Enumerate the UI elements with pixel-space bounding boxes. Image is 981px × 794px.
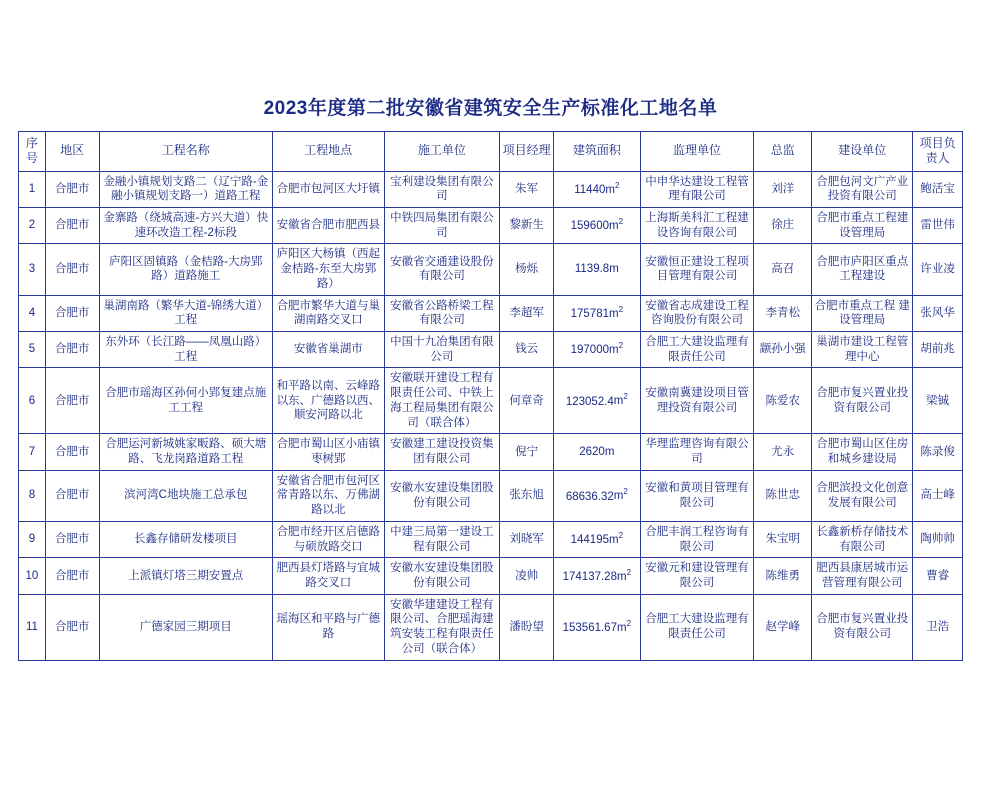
cell-chief-supervisor: 颛孙小强 bbox=[754, 331, 812, 367]
cell-building-area: 1139.8m bbox=[553, 244, 640, 295]
table-container bbox=[0, 131, 981, 661]
header-construction-unit: 施工单位 bbox=[384, 131, 500, 171]
cell-supervision-unit: 安徽恒正建设工程项目管理有限公司 bbox=[640, 244, 754, 295]
cell-developer-unit: 巢湖市建设工程管理中心 bbox=[812, 331, 913, 367]
cell-project-location: 安徽省巢湖市 bbox=[273, 331, 385, 367]
cell-project-location: 合肥市包河区大圩镇 bbox=[273, 171, 385, 207]
table-header bbox=[19, 131, 963, 171]
cell-responsible-person: 鲍活宝 bbox=[913, 171, 963, 207]
table-row bbox=[19, 331, 963, 367]
cell-index: 2 bbox=[19, 207, 46, 243]
area-unit: $m^2$ bbox=[613, 392, 628, 408]
area-unit: $m^2$ bbox=[605, 180, 620, 196]
cell-responsible-person: 高士峰 bbox=[913, 470, 963, 521]
cell-project-name: 金融小镇规划支路二（辽宁路-金融小镇规划支路一）道路工程 bbox=[99, 171, 273, 207]
table-row bbox=[19, 171, 963, 207]
cell-chief-supervisor: 朱宝明 bbox=[754, 521, 812, 557]
cell-region: 合肥市 bbox=[45, 244, 99, 295]
cell-construction-unit: 中建三局第一建设工程有限公司 bbox=[384, 521, 500, 557]
cell-project-location: 瑶海区和平路与广德路 bbox=[273, 594, 385, 660]
cell-responsible-person: 梁铖 bbox=[913, 368, 963, 434]
cell-project-name: 合肥运河新城姚家畈路、硕大塘路、飞龙岗路道路工程 bbox=[99, 434, 273, 470]
cell-building-area: $144195m^2$ bbox=[553, 521, 640, 557]
cell-chief-supervisor: 陈维勇 bbox=[754, 558, 812, 594]
cell-construction-unit: 中铁四局集团有限公司 bbox=[384, 207, 500, 243]
cell-project-name: 合肥市瑶海区孙何小郢复建点施工工程 bbox=[99, 368, 273, 434]
table-body bbox=[19, 171, 963, 660]
cell-construction-unit: 中国十九冶集团有限公司 bbox=[384, 331, 500, 367]
header-project-manager: 项目经理 bbox=[500, 131, 554, 171]
cell-chief-supervisor: 赵学峰 bbox=[754, 594, 812, 660]
cell-developer-unit: 合肥市复兴置业投资有限公司 bbox=[812, 368, 913, 434]
cell-project-name: 上派镇灯塔三期安置点 bbox=[99, 558, 273, 594]
cell-developer-unit: 长鑫新桥存储技术有限公司 bbox=[812, 521, 913, 557]
cell-responsible-person: 陶帅帅 bbox=[913, 521, 963, 557]
cell-supervision-unit: 安徽元和建设管理有限公司 bbox=[640, 558, 754, 594]
header-project-name: 工程名称 bbox=[99, 131, 273, 171]
header-supervision-unit: 监理单位 bbox=[640, 131, 754, 171]
cell-project-location: 合肥市繁华大道与巢湖南路交叉口 bbox=[273, 295, 385, 331]
cell-construction-unit: 安徽水安建设集团股份有限公司 bbox=[384, 470, 500, 521]
cell-supervision-unit: 中申华达建设工程管理有限公司 bbox=[640, 171, 754, 207]
cell-responsible-person: 张风华 bbox=[913, 295, 963, 331]
table-row bbox=[19, 434, 963, 470]
area-unit: $m^2$ bbox=[608, 304, 624, 320]
cell-developer-unit: 合肥市复兴置业投资有限公司 bbox=[812, 594, 913, 660]
area-unit: $m^2$ bbox=[608, 531, 624, 547]
cell-construction-unit: 安徽省交通建设股份有限公司 bbox=[384, 244, 500, 295]
cell-project-name: 金寨路（绕城高速-方兴大道）快速环改造工程-2标段 bbox=[99, 207, 273, 243]
cell-supervision-unit: 合肥工大建设监理有限责任公司 bbox=[640, 331, 754, 367]
table-row bbox=[19, 558, 963, 594]
cell-building-area: $11440m^2$ bbox=[553, 171, 640, 207]
cell-project-location: 肥西县灯塔路与宜城路交叉口 bbox=[273, 558, 385, 594]
cell-chief-supervisor: 高召 bbox=[754, 244, 812, 295]
cell-responsible-person: 许业凌 bbox=[913, 244, 963, 295]
cell-region: 合肥市 bbox=[45, 368, 99, 434]
cell-project-manager: 张东旭 bbox=[500, 470, 554, 521]
cell-project-name: 庐阳区固镇路（金桔路-大房郢路）道路施工 bbox=[99, 244, 273, 295]
table-row bbox=[19, 244, 963, 295]
cell-index: 9 bbox=[19, 521, 46, 557]
cell-region: 合肥市 bbox=[45, 558, 99, 594]
cell-supervision-unit: 安徽和黄项目管理有限公司 bbox=[640, 470, 754, 521]
standardized-sites-table bbox=[18, 131, 963, 661]
cell-supervision-unit: 上海斯美科汇工程建设咨询有限公司 bbox=[640, 207, 754, 243]
cell-building-area: 2620m bbox=[553, 434, 640, 470]
cell-project-manager: 潘盼望 bbox=[500, 594, 554, 660]
cell-region: 合肥市 bbox=[45, 594, 99, 660]
cell-responsible-person: 雷世伟 bbox=[913, 207, 963, 243]
cell-project-name: 东外环（长江路——凤凰山路）工程 bbox=[99, 331, 273, 367]
cell-index: 4 bbox=[19, 295, 46, 331]
area-unit: m bbox=[604, 445, 615, 458]
cell-building-area: $159600m^2$ bbox=[553, 207, 640, 243]
cell-chief-supervisor: 陈爱农 bbox=[754, 368, 812, 434]
table-row bbox=[19, 594, 963, 660]
cell-project-manager: 何章奇 bbox=[500, 368, 554, 434]
header-project-location: 工程地点 bbox=[273, 131, 385, 171]
header-chief-supervisor: 总监 bbox=[754, 131, 812, 171]
cell-construction-unit: 安徽建工建设投资集团有限公司 bbox=[384, 434, 500, 470]
cell-region: 合肥市 bbox=[45, 521, 99, 557]
cell-construction-unit: 安徽联开建设工程有限责任公司、中铁上海工程局集团有限公司（联合体） bbox=[384, 368, 500, 434]
cell-chief-supervisor: 徐庄 bbox=[754, 207, 812, 243]
cell-project-manager: 倪宁 bbox=[500, 434, 554, 470]
cell-project-manager: 杨烁 bbox=[500, 244, 554, 295]
cell-chief-supervisor: 刘洋 bbox=[754, 171, 812, 207]
cell-chief-supervisor: 陈世忠 bbox=[754, 470, 812, 521]
cell-project-location: 和平路以南、云峰路以东、广德路以西、顺安河路以北 bbox=[273, 368, 385, 434]
area-unit: m bbox=[609, 263, 619, 276]
cell-project-manager: 钱云 bbox=[500, 331, 554, 367]
cell-building-area: $68636.32m^2$ bbox=[553, 470, 640, 521]
cell-developer-unit: 合肥市蜀山区住房和城乡建设局 bbox=[812, 434, 913, 470]
table-row bbox=[19, 368, 963, 434]
cell-index: 3 bbox=[19, 244, 46, 295]
cell-responsible-person: 卫浩 bbox=[913, 594, 963, 660]
cell-index: 5 bbox=[19, 331, 46, 367]
cell-supervision-unit: 安徽省志成建设工程咨询股份有限公司 bbox=[640, 295, 754, 331]
cell-project-name: 滨河湾C地块施工总承包 bbox=[99, 470, 273, 521]
header-region: 地区 bbox=[45, 131, 99, 171]
cell-project-location: 庐阳区大杨镇（西起金桔路-东至大房郢路） bbox=[273, 244, 385, 295]
area-unit: $m^2$ bbox=[616, 618, 632, 634]
cell-developer-unit: 合肥市重点工程建设管理局 bbox=[812, 207, 913, 243]
table-row bbox=[19, 521, 963, 557]
cell-responsible-person: 曹睿 bbox=[913, 558, 963, 594]
table-row bbox=[19, 470, 963, 521]
cell-project-name: 长鑫存储研发楼项目 bbox=[99, 521, 273, 557]
cell-developer-unit: 合肥市庐阳区重点工程建设 bbox=[812, 244, 913, 295]
cell-building-area: $153561.67m^2$ bbox=[553, 594, 640, 660]
cell-construction-unit: 安徽水安建设集团股份有限公司 bbox=[384, 558, 500, 594]
cell-project-location: 安徽省合肥市包河区常青路以东、万佛湖路以北 bbox=[273, 470, 385, 521]
area-unit: $m^2$ bbox=[613, 487, 628, 503]
table-row bbox=[19, 207, 963, 243]
cell-chief-supervisor: 李青松 bbox=[754, 295, 812, 331]
cell-building-area: $174137.28m^2$ bbox=[553, 558, 640, 594]
cell-region: 合肥市 bbox=[45, 331, 99, 367]
cell-chief-supervisor: 尤永 bbox=[754, 434, 812, 470]
cell-project-manager: 凌帅 bbox=[500, 558, 554, 594]
cell-project-location: 合肥市经开区启德路与硕放路交口 bbox=[273, 521, 385, 557]
cell-building-area: $175781m^2$ bbox=[553, 295, 640, 331]
header-index: 序号 bbox=[19, 131, 46, 171]
cell-responsible-person: 陈录俊 bbox=[913, 434, 963, 470]
cell-responsible-person: 胡前兆 bbox=[913, 331, 963, 367]
header-responsible-person: 项目负责人 bbox=[913, 131, 963, 171]
cell-building-area: $197000m^2$ bbox=[553, 331, 640, 367]
cell-index: 8 bbox=[19, 470, 46, 521]
cell-index: 6 bbox=[19, 368, 46, 434]
cell-building-area: $123052.4m^2$ bbox=[553, 368, 640, 434]
cell-supervision-unit: 合肥丰润工程咨询有限公司 bbox=[640, 521, 754, 557]
cell-region: 合肥市 bbox=[45, 295, 99, 331]
table-header-row bbox=[19, 131, 963, 171]
cell-construction-unit: 安徽华建建设工程有限公司、合肥瑶海建筑安装工程有限责任公司（联合体） bbox=[384, 594, 500, 660]
cell-project-manager: 朱军 bbox=[500, 171, 554, 207]
cell-supervision-unit: 华理监理咨询有限公司 bbox=[640, 434, 754, 470]
area-unit: $m^2$ bbox=[616, 567, 632, 583]
cell-developer-unit: 合肥市重点工程 建设管理局 bbox=[812, 295, 913, 331]
cell-index: 10 bbox=[19, 558, 46, 594]
cell-region: 合肥市 bbox=[45, 470, 99, 521]
cell-region: 合肥市 bbox=[45, 207, 99, 243]
cell-project-name: 巢湖南路（繁华大道-锦绣大道）工程 bbox=[99, 295, 273, 331]
cell-construction-unit: 安徽省公路桥梁工程有限公司 bbox=[384, 295, 500, 331]
cell-index: 11 bbox=[19, 594, 46, 660]
cell-construction-unit: 宝利建设集团有限公司 bbox=[384, 171, 500, 207]
cell-region: 合肥市 bbox=[45, 434, 99, 470]
cell-developer-unit: 肥西县康居城市运营管理有限公司 bbox=[812, 558, 913, 594]
cell-index: 1 bbox=[19, 171, 46, 207]
cell-region: 合肥市 bbox=[45, 171, 99, 207]
cell-developer-unit: 合肥滨投文化创意发展有限公司 bbox=[812, 470, 913, 521]
area-unit: $m^2$ bbox=[608, 217, 624, 233]
cell-project-manager: 黎新生 bbox=[500, 207, 554, 243]
header-developer-unit: 建设单位 bbox=[812, 131, 913, 171]
cell-developer-unit: 合肥包河文广产业投资有限公司 bbox=[812, 171, 913, 207]
page-title: 2023年度第二批安徽省建筑安全生产标准化工地名单 bbox=[263, 98, 718, 119]
cell-project-manager: 刘晓军 bbox=[500, 521, 554, 557]
table-row bbox=[19, 295, 963, 331]
cell-project-manager: 李超军 bbox=[500, 295, 554, 331]
area-unit: $m^2$ bbox=[608, 341, 624, 357]
cell-supervision-unit: 安徽南冀建设项目管理投资有限公司 bbox=[640, 368, 754, 434]
cell-project-location: 安徽省合肥市肥西县 bbox=[273, 207, 385, 243]
cell-index: 7 bbox=[19, 434, 46, 470]
cell-supervision-unit: 合肥工大建设监理有限责任公司 bbox=[640, 594, 754, 660]
cell-project-name: 广德家园三期项目 bbox=[99, 594, 273, 660]
cell-project-location: 合肥市蜀山区小庙镇枣树郢 bbox=[273, 434, 385, 470]
header-building-area: 建筑面积 bbox=[553, 131, 640, 171]
